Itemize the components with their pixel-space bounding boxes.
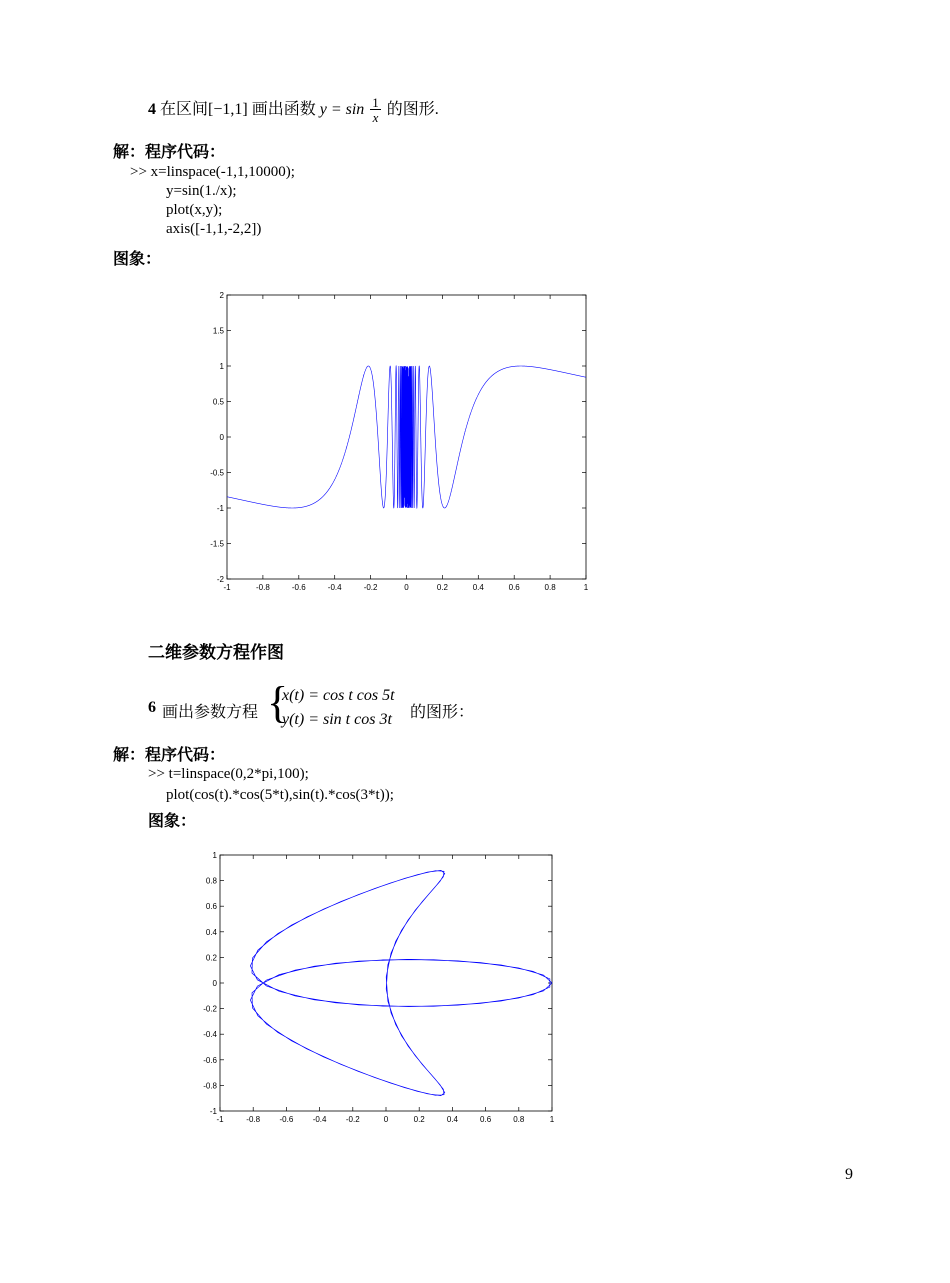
chart2-x-tick-label: 0 xyxy=(383,1115,389,1124)
chart-sin-inverse-x xyxy=(200,285,600,595)
brace-glyph: { xyxy=(267,678,289,727)
problem4-func-prefix: y = sin xyxy=(319,101,365,118)
chart1-y-tick-label: -1.5 xyxy=(210,539,224,549)
chart-parametric xyxy=(195,845,565,1135)
problem4-fraction xyxy=(370,96,381,124)
chart1-y-tick-label: 1.5 xyxy=(212,326,224,336)
problem4-statement xyxy=(148,90,439,130)
problem4-interval: [−1,1] xyxy=(208,101,248,118)
chart2-y-tick-label: -0.8 xyxy=(203,1081,217,1091)
code-line: >> t=linspace(0,2*pi,100); xyxy=(148,766,309,782)
code-line: plot(x,y); xyxy=(166,202,223,218)
code-line: >> x=linspace(-1,1,10000); xyxy=(130,164,295,180)
chart1-y-tick-label: -1 xyxy=(216,504,224,513)
chart2-y-tick-label: -1 xyxy=(209,1107,217,1116)
chart2-y-tick-label: 0.4 xyxy=(205,927,217,937)
problem6-suffix: 的图形： xyxy=(410,704,475,721)
chart2-y-tick-label: 0.8 xyxy=(205,876,217,886)
chart2-x-tick-label: 1 xyxy=(549,1115,555,1124)
chart2-y-tick-label: -0.6 xyxy=(203,1055,217,1065)
chart2-series-line xyxy=(250,870,552,1095)
chart1-x-tick-label: -0.4 xyxy=(327,583,342,592)
chart1-y-tick-label: 0.5 xyxy=(212,397,224,407)
chart1-x-tick-label: -1 xyxy=(223,583,231,592)
problem4-suffix: 的图形. xyxy=(386,101,439,118)
chart2-y-tick-label: -0.2 xyxy=(203,1004,217,1014)
chart1-x-tick-label: -0.8 xyxy=(256,583,270,592)
chart2-x-tick-label: 0.4 xyxy=(446,1115,458,1124)
chart2-y-tick-label: 0 xyxy=(212,979,217,988)
code-line: plot(cos(t).*cos(5*t),sin(t).*cos(3*t)); xyxy=(166,787,394,803)
chart2-y-tick-label: 1 xyxy=(212,851,217,860)
problem6-intro: 画出参数方程 xyxy=(162,704,259,721)
chart1-x-tick-label: -0.6 xyxy=(291,583,306,592)
problem4-frac-num: 1 xyxy=(372,95,379,111)
chart2-x-tick-label: -0.8 xyxy=(246,1115,261,1124)
page-number: 9 xyxy=(845,1166,853,1183)
chart1-x-tick-label: -0.2 xyxy=(363,583,378,592)
chart1-y-tick-label: -0.5 xyxy=(210,468,224,478)
chart2-x-tick-label: 0.2 xyxy=(413,1115,425,1124)
chart2-y-tick-label: -0.4 xyxy=(203,1030,217,1040)
chart1-x-tick-label: 1 xyxy=(583,583,589,592)
chart2-y-tick-label: 0.2 xyxy=(205,953,217,963)
chart2-axes-box xyxy=(220,855,552,1111)
chart2-x-tick-label: -0.2 xyxy=(345,1115,360,1124)
chart1-y-tick-label: 2 xyxy=(219,291,224,300)
chart2-x-tick-label: 0.8 xyxy=(513,1115,525,1124)
chart1-x-tick-label: 0.2 xyxy=(436,583,448,592)
chart1-y-tick-label: -2 xyxy=(216,575,224,584)
chart2-x-tick-label: -0.4 xyxy=(312,1115,327,1124)
chart1-x-tick-label: 0.4 xyxy=(472,583,484,592)
chart2-y-tick-label: 0.6 xyxy=(205,902,217,912)
solution-label-6: 解：程序代码： xyxy=(113,747,226,764)
chart2-x-tick-label: 0.6 xyxy=(480,1115,492,1124)
chart1-x-tick-label: 0.8 xyxy=(544,583,556,592)
solution-label-4: 解：程序代码： xyxy=(113,144,226,161)
chart1-x-tick-label: 0 xyxy=(404,583,409,592)
chart2-x-tick-label: -0.6 xyxy=(279,1115,294,1124)
chart1-y-tick-label: 0 xyxy=(219,433,224,442)
chart1-x-tick-label: 0.6 xyxy=(508,583,520,592)
problem4-number: 4 xyxy=(148,101,156,118)
figure-label-4: 图象： xyxy=(113,251,162,268)
code-line: axis([-1,1,-2,2]) xyxy=(166,221,262,237)
problem4-middle: 画出函数 xyxy=(251,101,316,118)
chart2-x-tick-label: -1 xyxy=(216,1115,224,1124)
figure-label-6: 图象： xyxy=(148,813,197,830)
problem4-frac-den: x xyxy=(372,110,379,126)
problem6-eq-x: x(t) = cos t cos 5t xyxy=(282,687,395,704)
code-line: y=sin(1./x); xyxy=(166,183,237,199)
problem6-number: 6 xyxy=(148,699,156,716)
section-title: 二维参数方程作图 xyxy=(148,643,284,663)
chart1-y-tick-label: 1 xyxy=(219,362,224,371)
chart1-series-line xyxy=(227,366,586,508)
problem4-intro: 在区间 xyxy=(160,101,209,118)
problem6-eq-y: y(t) = sin t cos 3t xyxy=(282,711,392,728)
